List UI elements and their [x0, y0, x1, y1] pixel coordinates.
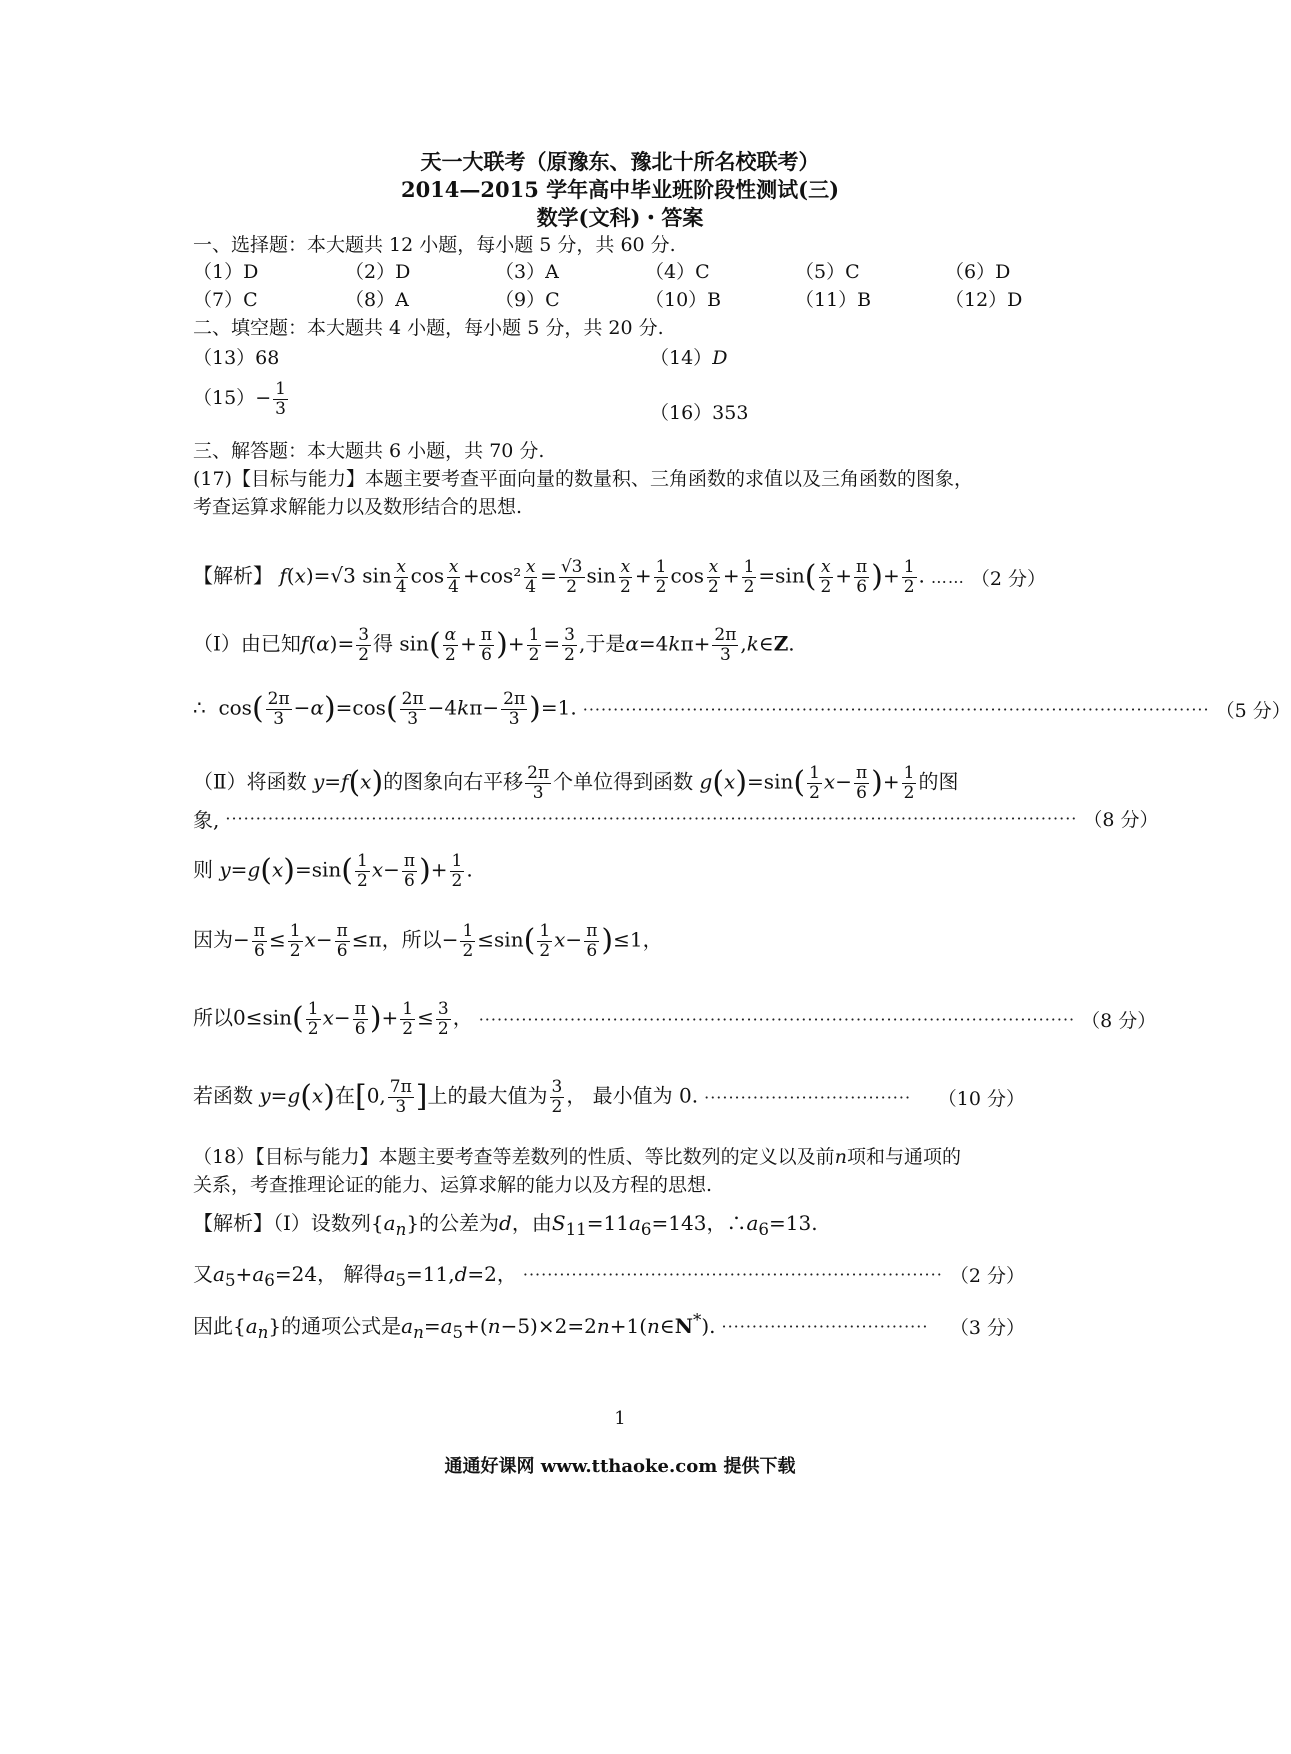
section2-title: 二、填空题：本大题共 4 小题，每小题 5 分，共 20 分.: [193, 317, 664, 339]
footer-source: 通通好课网 www.tthaoke.com 提供下载: [444, 1456, 796, 1477]
q18-part1-mid1: 的公差为: [419, 1211, 500, 1235]
answer-9: （9）C: [495, 289, 560, 311]
q17-points-1: （2 分）: [970, 567, 1047, 590]
q18-also: 又$a_5+a_6=24$， 解得$a_5=11,d=2$， ····································································· （2 分）: [193, 1262, 1025, 1290]
q17-then-label: 则: [193, 857, 213, 882]
q17-part1-mid: 得: [373, 631, 394, 656]
q18-intro-line1: [193, 1142, 961, 1169]
q17-part2: （Ⅱ）将函数 y=f(x)的图象向右平移 $\frac{2\pi}{3}$ 个单位得到函数 g(x)=sin( $\frac{1}{2}$ x− $\frac{\pi}{6}$ )+ $\frac{1}{2}$ 的图: [193, 763, 959, 803]
q18-part1-prefix: （Ⅰ）设数列: [273, 1211, 371, 1235]
answer-3: （3）A: [495, 261, 559, 283]
q17-max: 若函数 y=g(x)在[0, $\frac{7\pi}{3}$ ]上的最大值为 $\frac{3}{2}$ ， 最小值为 0. ·································· （10 分）: [193, 1077, 1025, 1117]
q18-analysis-label: 【解析】: [193, 1211, 273, 1235]
answer-15: （15）− $\frac{1}{3}$: [193, 379, 286, 419]
q18-therefore-mid: 的通项公式是: [281, 1314, 402, 1338]
q17-cos-result: ∴ cos( $\frac{2\pi}{3}$ −α)=cos( $\frac{2\pi}{3}$ −4kπ− $\frac{2\pi}{3}$ )=1. ······································································································· （5 分）: [193, 689, 1291, 729]
answer-14: [650, 343, 727, 370]
answer-16: （16）353: [650, 402, 749, 424]
q18-therefore: 因此$\{a_n\}$的通项公式是$a_n=a_5+(n-5)\times 2=2n+1(n\in N^*)$. ·································· （3 分）: [193, 1310, 1025, 1342]
q17-points-3: （8 分）: [1083, 809, 1159, 831]
q17-intro-line1: (17)【目标与能力】本题主要考查平面向量的数量积、三角函数的求值以及三角函数的图象，: [193, 468, 974, 490]
answer-2: （2）D: [345, 261, 411, 283]
q18-intro-end: 项和与通项的: [846, 1146, 961, 1168]
q17-max-prefix: 若函数: [193, 1083, 253, 1108]
q17-part2-suffix: 的图: [918, 769, 959, 794]
q18-points-1: （2 分）: [949, 1264, 1025, 1287]
answer-11: （11）B: [795, 289, 872, 311]
q17-max-mid2: 上的最大值为: [427, 1083, 548, 1108]
q18-therefore-prefix: 因此: [193, 1314, 233, 1338]
q17-max-suffix: ， 最小值为 0.: [566, 1083, 699, 1108]
answer-5: （5）C: [795, 261, 860, 283]
answers-row-1: [193, 257, 1023, 284]
q17-part2-cont-text: 象,: [193, 808, 220, 832]
q17-then: 则 y=g(x)=sin( $\frac{1}{2}$ x− $\frac{\pi}{6}$ )+ $\frac{1}{2}$ .: [193, 851, 473, 891]
answer-4: （4）C: [645, 261, 710, 283]
q17-points-2: （5 分）: [1215, 699, 1291, 722]
q18-intro-n: n: [834, 1146, 847, 1168]
answer-8: （8）A: [345, 289, 409, 311]
header-title: 天一大联考（原豫东、豫北十所名校联考）: [420, 149, 820, 174]
header-subtitle: 2014—2015 学年高中毕业班阶段性测试(三): [400, 177, 840, 202]
page-number: 1: [614, 1408, 626, 1429]
answer-10: （10）B: [645, 289, 722, 311]
answer-6: （6）D: [945, 261, 1011, 283]
q17-so-label1: ，所以: [381, 927, 442, 952]
q17-max-mid1: 在: [334, 1083, 355, 1108]
section3-title: 三、解答题：本大题共 6 小题，共 70 分.: [193, 440, 545, 462]
q18-part1-mid2: ，由: [511, 1211, 552, 1235]
q17-part2-mid2: 个单位得到函数: [553, 769, 694, 794]
answer-15-fraction: $\frac{1}{3}$: [275, 379, 286, 419]
answer-1: （1）D: [193, 261, 259, 283]
q17-intro-line2: 考查运算求解能力以及数形结合的思想.: [193, 496, 523, 518]
q17-points-4: （8 分）: [1081, 1009, 1157, 1032]
header-subject: 数学(文科)・答案: [536, 205, 704, 230]
section1-title: 一、选择题：本大题共 12 小题，每小题 5 分，共 60 分.: [193, 234, 676, 256]
answer-15-label: （15）: [193, 387, 256, 410]
q17-so-label2: 所以: [193, 1005, 233, 1030]
q18-intro-text: （18）【目标与能力】本题主要考查等差数列的性质、等比数列的定义以及前: [193, 1146, 835, 1168]
q17-analysis: 【解析】 f(x)=√3 sin $\frac{x}{4}$ cos $\frac{x}{4}$ +cos² $\frac{x}{4}$ = $\frac{√3}{2}$ sin $\frac{x}{2}$ + $\frac{1}{2}$ cos $\frac{x}{2}$ + $\frac{1}{2}$ =sin( $\frac{x}{2}$ + $\frac{\pi}{6}$ )+ $\frac{1}{2}$ . …… （2 分）: [193, 557, 1047, 597]
q17-so: 所以0≤sin( $\frac{1}{2}$ x− $\frac{\pi}{6}$ )+ $\frac{1}{2}$ ≤ $\frac{3}{2}$ ， ·································································································· （8 分）: [193, 999, 1157, 1039]
q18-solve-label: ， 解得: [317, 1262, 384, 1286]
q17-points-5: （10 分）: [937, 1087, 1025, 1110]
q17-part2-mid1: 的图象向右平移: [383, 769, 524, 794]
q17-part1: （Ⅰ）由已知f(α)= $\frac{3}{2}$ 得 sin( $\frac{\alpha}{2}$ + $\frac{\pi}{6}$ )+ $\frac{1}{2}$ = $\frac{3}{2}$ ,于是α=4kπ+ $\frac{2\pi}{3}$ ,k∈Z.: [193, 625, 795, 665]
q17-part2-prefix: （Ⅱ）将函数: [193, 769, 307, 794]
answer-7: （7）C: [193, 289, 258, 311]
q17-analysis-label: 【解析】: [193, 563, 273, 588]
q18-intro-line2: 关系，考查推理论证的能力、运算求解的能力以及方程的思想.: [193, 1174, 713, 1196]
answer-14-label: （14）: [650, 347, 713, 369]
q17-analysis-body: 【解析】 f(x)=√3 sin $\frac{x}{4}$ cos $\frac{x}{4}$ +cos² $\frac{x}{4}$ = $\frac{√3}{2}$ sin $\frac{x}{2}$ + $\frac{1}{2}$ cos $\frac{x}{2}$ + $\frac{1}{2}$ =sin( $\frac{x}{2}$ + $\frac{\pi}{6}$ )+ $\frac{1}{2}$ .: [193, 557, 925, 597]
q18-points-2: （3 分）: [949, 1316, 1025, 1339]
q17-part1-suffix: ,于是: [579, 631, 626, 656]
answers-row-2: [193, 285, 1023, 312]
answer-12: （12）D: [945, 289, 1023, 311]
answer-13: （13）68: [193, 347, 280, 369]
q18-analysis: 【解析】（Ⅰ）设数列$\{a_n\}$的公差为d，由$S_{11}=11a_6=143$，$\therefore a_6=13$.: [193, 1211, 818, 1239]
q17-part1-prefix: （Ⅰ）由已知: [193, 631, 301, 656]
q17-because: 因为− $\frac{\pi}{6}$ ≤ $\frac{1}{2}$ x− $\frac{\pi}{6}$ ≤π，所以− $\frac{1}{2}$ ≤sin( $\frac{1}{2}$ x− $\frac{\pi}{6}$ )≤1，: [193, 921, 663, 961]
q18-also-prefix: 又: [193, 1262, 213, 1286]
q17-part2-cont: 象, ············································································································································ （8 分）: [193, 804, 1025, 833]
answer-14-value: D: [712, 347, 728, 369]
q17-because-label: 因为: [193, 927, 233, 952]
